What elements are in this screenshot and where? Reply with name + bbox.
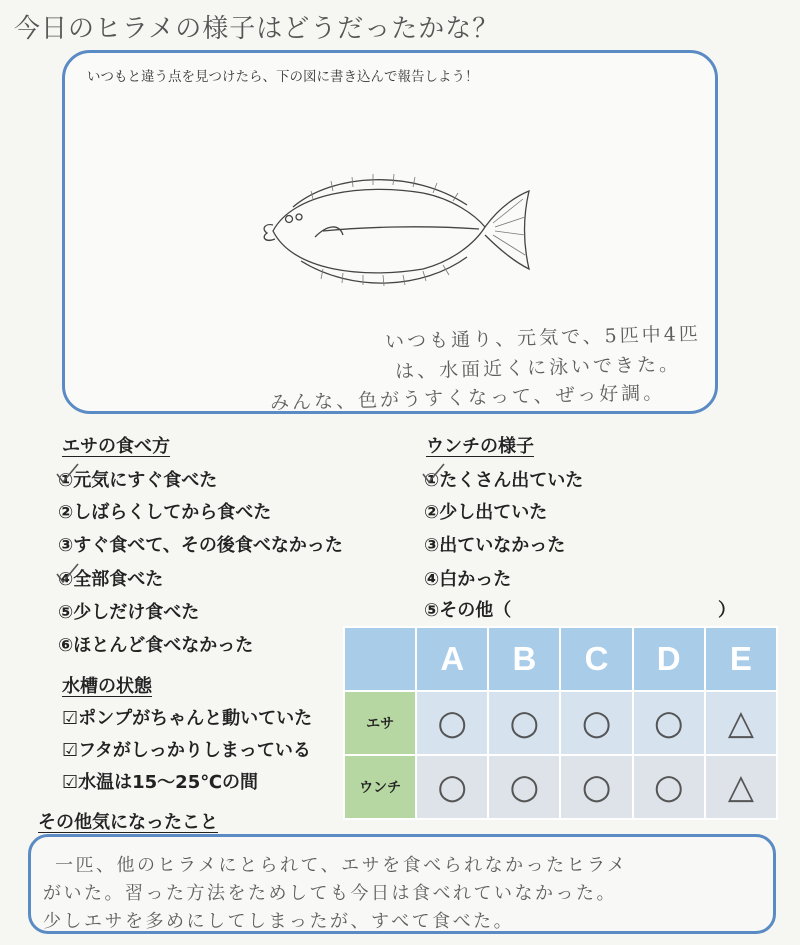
grid-mark[interactable]: ○ xyxy=(437,703,468,743)
feeding-option[interactable]: ③すぐ食べて、その後食べなかった xyxy=(58,535,343,556)
check-mark-icon xyxy=(54,462,80,486)
other-title: その他気になったこと xyxy=(38,812,218,833)
feeding-option[interactable]: ⑤少しだけ食べた xyxy=(58,602,200,623)
handwritten-note: は、水面近くに泳いできた。 xyxy=(394,353,682,383)
feeding-option[interactable]: ②しばらくしてから食べた xyxy=(58,502,272,523)
droppings-option[interactable]: ④白かった xyxy=(424,569,512,590)
grid-mark[interactable]: △ xyxy=(727,767,754,807)
grid-mark[interactable]: ○ xyxy=(437,767,468,807)
feeding-title: エサの食べ方 xyxy=(62,436,170,457)
droppings-option[interactable]: ②少し出ていた xyxy=(424,502,548,523)
droppings-option-close: ） xyxy=(718,600,736,621)
droppings-title: ウンチの様子 xyxy=(426,436,534,457)
grid-mark[interactable]: ○ xyxy=(653,767,684,807)
handwritten-note: いつも通り、元気で、5匹中4匹 xyxy=(384,322,702,354)
other-note-line: 少しエサを多めにしてしまったが、すべて食べた。 xyxy=(43,911,515,932)
droppings-option[interactable]: ①たくさん出ていた xyxy=(424,470,584,491)
check-mark-icon xyxy=(420,462,446,486)
other-notes-box[interactable] xyxy=(28,834,776,934)
grid-mark[interactable]: ○ xyxy=(653,703,684,743)
page-title: 今日のヒラメの様子はどうだったかな？ xyxy=(14,14,500,44)
fish-illustration-icon xyxy=(253,165,533,305)
grid-column-header: E xyxy=(705,627,777,691)
grid-row-label: ウンチ xyxy=(344,755,416,819)
grid-corner xyxy=(344,627,416,691)
grid-column-header: A xyxy=(416,627,488,691)
other-note-line: がいた。習った方法をためしても今日は食べれていなかった。 xyxy=(43,883,617,904)
droppings-option[interactable]: ⑤その他（ xyxy=(424,600,512,621)
tank-item[interactable]: ☑ポンプがちゃんと動いていた xyxy=(62,708,313,729)
grid-mark[interactable]: △ xyxy=(727,703,754,743)
handwritten-note: みんな、色がうすくなって、ぜっ好調。 xyxy=(269,381,666,415)
grid-row-label: エサ xyxy=(344,691,416,755)
grid-column-header: D xyxy=(633,627,705,691)
grid-mark[interactable]: ○ xyxy=(581,703,612,743)
tank-title: 水槽の状態 xyxy=(62,676,152,697)
tank-item[interactable]: ☑フタがしっかりしまっている xyxy=(62,740,311,761)
grid-mark[interactable]: ○ xyxy=(509,767,540,807)
fish-grid xyxy=(343,626,778,820)
report-box[interactable] xyxy=(62,50,718,414)
grid-mark[interactable]: ○ xyxy=(509,703,540,743)
other-note-line: 一匹、他のヒラメにとられて、エサを食べられなかったヒラメ xyxy=(55,855,628,876)
feeding-option[interactable]: ④全部食べた xyxy=(58,569,164,590)
grid-column-header: C xyxy=(560,627,632,691)
tank-item[interactable]: ☑水温は15〜25℃の間 xyxy=(62,772,259,793)
feeding-option[interactable]: ①元気にすぐ食べた xyxy=(58,470,218,491)
feeding-option[interactable]: ⑥ほとんど食べなかった xyxy=(58,635,254,656)
grid-column-header: B xyxy=(488,627,560,691)
droppings-option[interactable]: ③出ていなかった xyxy=(424,535,566,556)
check-mark-icon xyxy=(54,562,80,586)
grid-mark[interactable]: ○ xyxy=(581,767,612,807)
report-instruction: いつもと違う点を見つけたら、下の図に書き込んで報告しよう！ xyxy=(87,69,479,85)
